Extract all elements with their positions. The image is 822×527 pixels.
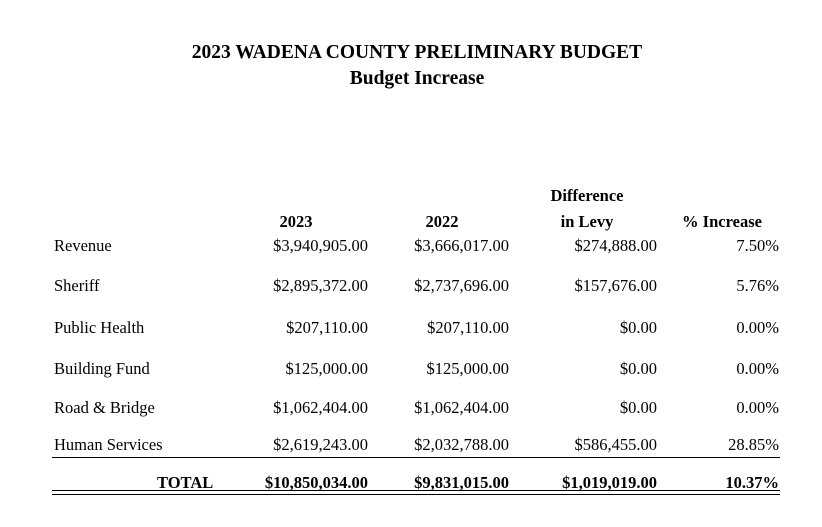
cell-pct: 7.50% [736, 236, 779, 255]
cell-difference: $0.00 [619, 359, 657, 378]
cell-2023: $3,940,905.00 [273, 236, 368, 255]
header-pct-increase: % Increase [682, 212, 762, 231]
header-2022: 2022 [425, 212, 459, 231]
row-label: Road & Bridge [54, 398, 155, 417]
header-2023: 2023 [279, 212, 313, 231]
subtotal-rule [52, 457, 780, 458]
total-pct: 10.37% [725, 473, 779, 492]
total-label: TOTAL [157, 473, 214, 492]
cell-2023: $2,619,243.00 [273, 435, 368, 454]
cell-pct: 0.00% [736, 398, 779, 417]
total-2022: $9,831,015.00 [414, 473, 509, 492]
row-label: Sheriff [54, 276, 100, 295]
cell-pct: 0.00% [736, 359, 779, 378]
document-title: 2023 WADENA COUNTY PRELIMINARY BUDGET [191, 42, 643, 63]
cell-2022: $3,666,017.00 [414, 236, 509, 255]
total-double-rule [52, 490, 780, 495]
cell-pct: 28.85% [728, 435, 779, 454]
cell-2023: $125,000.00 [285, 359, 368, 378]
cell-2022: $2,032,788.00 [414, 435, 509, 454]
header-in-levy: in Levy [560, 212, 614, 231]
row-label: Public Health [54, 318, 145, 337]
cell-difference: $0.00 [619, 318, 657, 337]
row-label: Revenue [54, 236, 112, 255]
total-difference: $1,019,019.00 [562, 473, 657, 492]
cell-pct: 0.00% [736, 318, 779, 337]
cell-pct: 5.76% [736, 276, 779, 295]
cell-2022: $1,062,404.00 [414, 398, 509, 417]
cell-difference: $0.00 [619, 398, 657, 417]
cell-2022: $125,000.00 [426, 359, 509, 378]
row-label: Building Fund [54, 359, 150, 378]
cell-2023: $1,062,404.00 [273, 398, 368, 417]
cell-2022: $207,110.00 [427, 318, 509, 337]
total-2023: $10,850,034.00 [264, 473, 368, 492]
cell-difference: $274,888.00 [574, 236, 657, 255]
document-subtitle: Budget Increase [349, 68, 485, 89]
cell-2022: $2,737,696.00 [414, 276, 509, 295]
cell-2023: $207,110.00 [286, 318, 368, 337]
cell-difference: $157,676.00 [574, 276, 657, 295]
header-difference: Difference [550, 186, 624, 205]
cell-2023: $2,895,372.00 [273, 276, 368, 295]
row-label: Human Services [54, 435, 163, 454]
cell-difference: $586,455.00 [574, 435, 657, 454]
